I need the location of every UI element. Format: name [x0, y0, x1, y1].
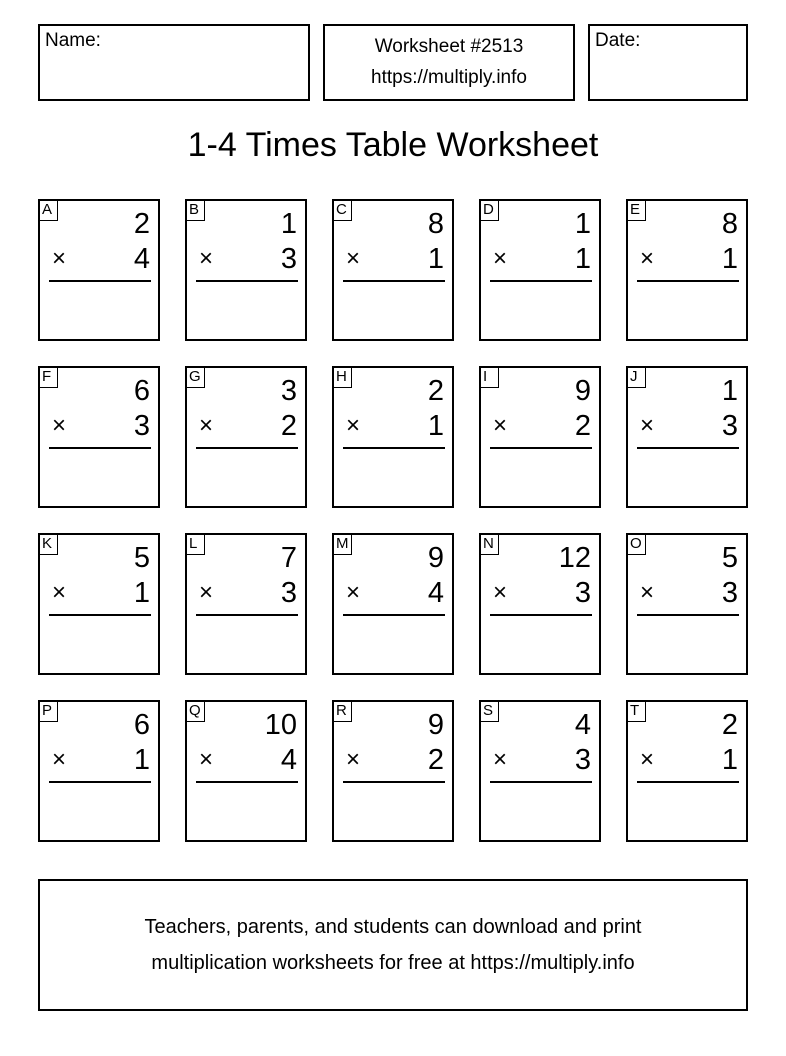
problem-letter: O — [626, 533, 646, 555]
multiplicand: 1 — [280, 208, 297, 240]
times-sign: × — [640, 579, 655, 606]
answer-line — [49, 781, 151, 783]
answer-line — [49, 280, 151, 282]
answer-line — [49, 614, 151, 616]
problem-card[interactable] — [332, 366, 454, 508]
problem-letter: F — [38, 366, 58, 388]
multiplier: 1 — [427, 243, 444, 275]
times-sign: × — [52, 412, 67, 439]
multiplier: 1 — [427, 410, 444, 442]
problem-card[interactable] — [626, 366, 748, 508]
answer-line — [490, 781, 592, 783]
multiplicand: 9 — [427, 542, 444, 574]
multiplier: 1 — [133, 577, 150, 609]
problem-card[interactable] — [332, 700, 454, 842]
answer-line — [637, 781, 739, 783]
answer-line — [490, 280, 592, 282]
times-sign: × — [199, 245, 214, 272]
multiplier: 1 — [721, 744, 738, 776]
multiplicand: 9 — [574, 375, 591, 407]
answer-line — [490, 614, 592, 616]
times-sign: × — [199, 412, 214, 439]
problem-card[interactable] — [626, 533, 748, 675]
answer-line — [196, 447, 298, 449]
problem-card[interactable] — [38, 533, 160, 675]
problem-card[interactable] — [185, 700, 307, 842]
times-sign: × — [493, 412, 508, 439]
times-sign: × — [346, 412, 361, 439]
times-sign: × — [640, 412, 655, 439]
footer-text-line-2: multiplication worksheets for free at https://multiply.info — [151, 952, 635, 974]
problem-card[interactable] — [185, 533, 307, 675]
problem-letter: R — [332, 700, 352, 722]
answer-line — [49, 447, 151, 449]
times-sign: × — [493, 245, 508, 272]
problem-letter: N — [479, 533, 499, 555]
multiplier: 3 — [574, 577, 591, 609]
multiplier: 3 — [280, 243, 297, 275]
multiplicand: 5 — [721, 542, 738, 574]
multiplier: 3 — [574, 744, 591, 776]
problem-card[interactable] — [479, 533, 601, 675]
multiplier: 3 — [721, 577, 738, 609]
problem-card[interactable] — [38, 199, 160, 341]
multiplier: 4 — [280, 744, 297, 776]
answer-line — [343, 614, 445, 616]
problem-card[interactable] — [185, 366, 307, 508]
times-sign: × — [199, 746, 214, 773]
answer-line — [637, 280, 739, 282]
problem-card[interactable] — [479, 199, 601, 341]
times-sign: × — [346, 746, 361, 773]
problem-card[interactable] — [38, 366, 160, 508]
multiplier: 3 — [280, 577, 297, 609]
problem-letter: I — [479, 366, 499, 388]
multiplier: 3 — [133, 410, 150, 442]
problem-letter: B — [185, 199, 205, 221]
worksheet-id-box — [323, 24, 575, 101]
multiplicand: 5 — [133, 542, 150, 574]
problem-letter: Q — [185, 700, 205, 722]
answer-line — [196, 614, 298, 616]
problem-letter: D — [479, 199, 499, 221]
multiplier: 3 — [721, 410, 738, 442]
multiplier: 2 — [574, 410, 591, 442]
problem-letter: G — [185, 366, 205, 388]
answer-line — [343, 781, 445, 783]
multiplicand: 6 — [133, 375, 150, 407]
problem-card[interactable] — [626, 199, 748, 341]
multiplicand: 1 — [721, 375, 738, 407]
answer-line — [637, 614, 739, 616]
problem-card[interactable] — [332, 199, 454, 341]
problem-card[interactable] — [332, 533, 454, 675]
answer-line — [490, 447, 592, 449]
worksheet-url: https://multiply.info — [371, 67, 527, 88]
multiplicand: 1 — [574, 208, 591, 240]
worksheet-number: Worksheet #2513 — [374, 36, 524, 57]
multiplier: 2 — [280, 410, 297, 442]
problem-letter: C — [332, 199, 352, 221]
multiplier: 2 — [427, 744, 444, 776]
problem-letter: L — [185, 533, 205, 555]
multiplicand: 2 — [427, 375, 444, 407]
multiplicand: 9 — [427, 709, 444, 741]
problem-card[interactable] — [479, 700, 601, 842]
times-sign: × — [346, 245, 361, 272]
times-sign: × — [52, 579, 67, 606]
problem-letter: M — [332, 533, 352, 555]
multiplier: 1 — [721, 243, 738, 275]
times-sign: × — [640, 245, 655, 272]
times-sign: × — [199, 579, 214, 606]
multiplicand: 7 — [280, 542, 297, 574]
multiplier: 1 — [133, 744, 150, 776]
multiplicand: 12 — [558, 542, 591, 574]
problem-letter: P — [38, 700, 58, 722]
multiplicand: 10 — [264, 709, 297, 741]
problem-letter: H — [332, 366, 352, 388]
multiplicand: 8 — [427, 208, 444, 240]
times-sign: × — [346, 579, 361, 606]
answer-line — [196, 781, 298, 783]
multiplicand: 6 — [133, 709, 150, 741]
problem-card[interactable] — [626, 700, 748, 842]
answer-line — [196, 280, 298, 282]
times-sign: × — [493, 746, 508, 773]
multiplicand: 4 — [574, 709, 591, 741]
times-sign: × — [493, 579, 508, 606]
date-field-box[interactable] — [588, 24, 748, 101]
name-field-box[interactable] — [38, 24, 310, 101]
multiplier: 4 — [427, 577, 444, 609]
problem-letter: A — [38, 199, 58, 221]
answer-line — [343, 280, 445, 282]
problem-letter: K — [38, 533, 58, 555]
name-label: Name: — [45, 30, 101, 51]
problem-card[interactable] — [185, 199, 307, 341]
times-sign: × — [52, 245, 67, 272]
answer-line — [343, 447, 445, 449]
multiplicand: 3 — [280, 375, 297, 407]
problem-letter: J — [626, 366, 646, 388]
problem-card[interactable] — [479, 366, 601, 508]
multiplier: 4 — [133, 243, 150, 275]
multiplicand: 2 — [133, 208, 150, 240]
footer-box — [38, 879, 748, 1011]
times-sign: × — [640, 746, 655, 773]
multiplicand: 8 — [721, 208, 738, 240]
problem-card[interactable] — [38, 700, 160, 842]
page-title: 1-4 Times Table Worksheet — [187, 126, 599, 164]
answer-line — [637, 447, 739, 449]
multiplicand: 2 — [721, 709, 738, 741]
date-label: Date: — [595, 30, 641, 51]
problem-letter: T — [626, 700, 646, 722]
problem-letter: S — [479, 700, 499, 722]
multiplier: 1 — [574, 243, 591, 275]
times-sign: × — [52, 746, 67, 773]
footer-text-line-1: Teachers, parents, and students can download and print — [144, 916, 642, 938]
problem-letter: E — [626, 199, 646, 221]
